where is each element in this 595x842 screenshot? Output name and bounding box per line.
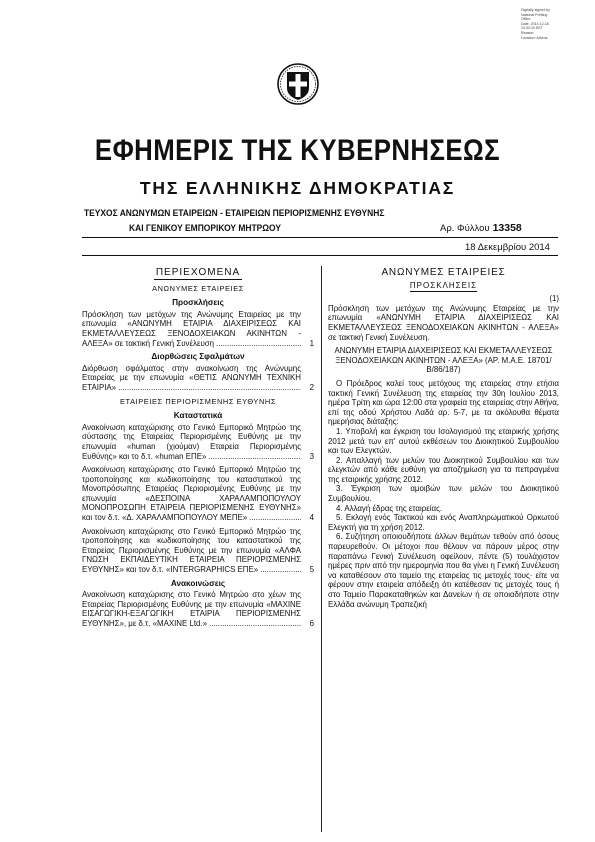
- sheet-number-value: 13358: [492, 222, 522, 234]
- sheet-number: [440, 222, 522, 234]
- gazette-title: ΕΦΗΜΕΡΙΣ ΤΗΣ ΚΥΒΕΡΝΗΣΕΩΣ: [94, 134, 501, 167]
- digital-signature-line: 13:32:10 EET: [521, 26, 543, 31]
- toc-entry[interactable]: [82, 527, 314, 575]
- toc-entry-text: Πρόσκληση των μετόχων της Ανώνυμης Εταιρείας με την επωνυμία «ΑΝΩΝΥΜΗ ΕΤΑΙΡΙΑ ΔΙΑΧΕΙΡΙΣΕΩΣ ΚΑΙ ΕΚΜΕΤΑΛΛΕΥΣΕΩΣ ΞΕΝΟΔΟΧΕΙΑΚΩΝ ΑΚΙΝΗΤΩΝ - ΑΛΕΞΑ» σε τακτική Γενική Συνέλευση .....: [82, 310, 301, 348]
- toc-group-title: Καταστατικά: [173, 411, 223, 421]
- digital-signature-line: Reason:: [521, 30, 535, 35]
- table-of-contents: [82, 268, 314, 633]
- article-number: (1): [549, 294, 559, 304]
- issue-date: 18 Δεκεμβρίου 2014: [465, 242, 550, 253]
- toc-category: ΑΝΩΝΥΜΕΣ ΕΤΑΙΡΕΙΕΣ: [152, 283, 244, 293]
- toc-entry[interactable]: [82, 364, 314, 393]
- toc-entry[interactable]: [82, 310, 314, 348]
- article-paragraph: 4. Αλλαγή έδρας της εταιρείας.: [336, 503, 443, 513]
- toc-heading: ΠΕΡΙΕΧΟΜΕΝΑ: [155, 267, 241, 278]
- section-title: ΑΝΩΝΥΜΕΣ ΕΤΑΙΡΕΙΕΣ: [381, 267, 506, 278]
- header-rule: [82, 255, 558, 256]
- column-divider: [321, 266, 322, 832]
- digital-signature-line: Location: Athens: [521, 35, 548, 40]
- toc-entry[interactable]: [82, 423, 314, 461]
- toc-group-title: Προσκλήσεις: [172, 298, 224, 308]
- article-paragraph: 1. Υποβολή και έγκριση του Ισολογισμού της εταιρικής χρήσης 2012 μετά των επ' αυτού εκθέσεων του Διοικητικού Συμβουλίου και των Ελεγκτών.: [328, 426, 559, 456]
- toc-entry-text: Ανακοίνωση καταχώρισης στο Γενικό Μητρώο στο χέων της Εταιρείας Περιορισμένης Ευθύνης με την επωνυμία «MAXINE ΕΙΣΑΓΩΓΙΚΗ-ΕΞΑΓΩΓΙΚΗ ΕΤΑΙΡΙΑ ΠΕΡΙΟΡΙΣΜΕΝΗΣ ΕΥΘΥΝΗΣ», με δ.τ. «MAXINE Ltd.» .....: [82, 590, 301, 628]
- company-name: ΑΝΩΝΥΜΗ ΕΤΑΙΡΙΑ ΔΙΑΧΕΙΡΙΣΕΩΣ ΚΑΙ ΕΚΜΕΤΑΛΛΕΥΣΕΩΣ ΞΕΝΟΔΟΧΕΙΑΚΩΝ ΑΚΙΝΗΤΩΝ - ΑΛΕΞΑ» (ΑΡ. Μ.Α.Ε. 18701/Β/86/187): [334, 346, 553, 375]
- article-paragraph: 3. Έγκριση των αμοιβών των μελών του Διοικητικού Συμβουλίου.: [328, 484, 559, 504]
- digital-signature-line: National Printing: [521, 12, 548, 17]
- header-rule: [82, 237, 558, 238]
- gazette-subtitle: ΤΗΣ ΕΛΛΗΝΙΚΗΣ ΔΗΜΟΚΡΑΤΙΑΣ: [139, 178, 456, 198]
- toc-entry-page: 1: [309, 338, 314, 348]
- article-lead: Πρόσκληση των μετόχων της Ανώνυμης Εταιρείας με την επωνυμία «ΑΝΩΝΥΜΗ ΕΤΑΙΡΙΑ ΔΙΑΧΕΙΡΙΣΕΩΣ ΚΑΙ ΕΚΜΕΤΑΛΛΕΥΣΕΩΣ ΞΕΝΟΔΟΧΕΙΑΚΩΝ ΑΚΙΝΗΤΩΝ - ΑΛΕΞΑ» σε τακτική Γενική Συνέλευση.: [328, 303, 559, 342]
- subsection-title: ΠΡΟΣΚΛΗΣΕΙΣ: [409, 280, 478, 290]
- digital-signature: [521, 8, 585, 40]
- toc-entry-page: 3: [309, 451, 314, 461]
- toc-entry-page: 2: [309, 382, 314, 392]
- article-paragraph: 2. Απαλλαγή των μελών του Διοικητικού Συμβουλίου και των ελεγκτών από κάθε ευθύνη για αποζημίωση για τα πεπραγμένα της εταιρικής χρήσης 2012.: [328, 455, 559, 484]
- toc-entry-text: Διόρθωση σφάλματος στην ανακοίνωση της Ανώνυμης Εταιρείας με την επωνυμία «ΘΕΤΙΣ ΑΝΩΝΥΜΗ ΤΕΧΝΙΚΗ ΕΤΑΙΡΙΑ» .....: [82, 364, 301, 393]
- toc-entry-page: 6: [309, 619, 314, 628]
- toc-entry-text: Ανακοίνωση καταχώρισης στο Γενικό Εμπορικό Μητρώο της τροποποίησης και κωδικοποίησης του καταστατικού της Εταιρείας Περιορισμένης Ευθύνης με την επωνυμία «ΑΛΦΑ ΓΝΩΣΗ ΕΚΠΑΙΔΕΥΤΙΚΗ ΕΤΑΙΡΕΙΑ ΠΕΡΙΟΡΙΣΜΕΝΗΣ ΕΥΘΥΝΗΣ» και τον δ.τ. «INTERGRAPHICS ΕΠΕ» .....: [82, 527, 301, 575]
- article-column: [328, 268, 559, 609]
- toc-group-title: Ανακοινώσεις: [170, 578, 226, 588]
- toc-entry-text: Ανακοίνωση καταχώρισης στο Γενικό Εμπορικό Μητρώο της τροποποίησης και κωδικοποίησης του καταστατικού της Μονοπρόσωπης Εταιρείας Περιορισμένης Ευθύνης με την επωνυμία «ΔΕΣΠΟΙΝΑ ΧΑΡΑΛΑΜΠΟΠΟΥΛΟΥ ΜΟΝΟΠΡΟΣΩΠΗ ΕΤΑΙΡΕΙΑ ΠΕΡΙΟΡΙΣΜΕΝΗΣ ΕΥΘΥΝΗΣ» και τον δ.τ. «Δ. ΧΑΡΑΛΑΜΠΟΠΟΥΛΟΥ ΜΕΠΕ» .....: [82, 465, 301, 523]
- digital-signature-line: Date: 2014.12.18: [521, 21, 549, 26]
- article-paragraph: 6. Συζήτηση οποιουδήποτε άλλων θεμάτων τεθούν από όσους παρευρεθούν. Οι μέτοχοι που θέλουν να πάρουν μέρος στην παραπάνω Γενική Συνέλευση οφείλουν, πέντε (5) τουλάχιστον ημέρες πριν από την ημερομηνία που θα γίνει η Γενική Συνέλευση να καταθέσουν στο ταμείο της εταιρείας τις μετοχές τους· είτε να φέρουν στην εταιρεία απόδειξη ότι κατέθεσαν τις μετοχές τους ή στο Ταμείο Παρακαταθηκών και Δανείων ή σε οποιαδήποτε στην Ελλάδα ανώνυμη Τραπεζική: [328, 532, 559, 609]
- article-paragraph: 5. Εκλογή ενός Τακτικού και ενός Αναπληρωματικού Ορκωτού Ελεγκτή για τη χρήση 2012.: [328, 513, 559, 532]
- issue-type-line-2: ΚΑΙ ΓΕΝΙΚΟΥ ΕΜΠΟΡΙΚΟΥ ΜΗΤΡΩΟΥ: [129, 223, 282, 234]
- toc-entry-text: Ανακοίνωση καταχώρισης στο Γενικό Εμπορικό Μητρώο της σύστασης της Εταιρείας Περιορισμένης Ευθύνης με την επωνυμία «human (χιούμαν) Εταιρεία Περιορισμένης Ευθύνης» και το δ.τ. «human ΕΠΕ» .....: [82, 423, 301, 461]
- toc-group-title: Διορθώσεις Σφαλμάτων: [151, 352, 245, 362]
- digital-signature-line: Office: [521, 17, 531, 22]
- toc-entry-page: 5: [309, 565, 314, 575]
- greek-coat-of-arms-icon: [277, 63, 319, 105]
- sheet-number-label: Αρ. Φύλλου: [440, 223, 490, 234]
- toc-entry-page: 4: [309, 513, 314, 523]
- toc-entry[interactable]: [82, 465, 314, 523]
- issue-type-line-1: ΤΕΥΧΟΣ ΑΝΩΝΥΜΩΝ ΕΤΑΙΡΕΙΩΝ - ΕΤΑΙΡΕΙΩΝ ΠΕΡΙΟΡΙΣΜΕΝΗΣ ΕΥΘΥΝΗΣ: [84, 208, 385, 219]
- toc-entry[interactable]: [82, 590, 314, 628]
- toc-category: ΕΤΑΙΡΕΙΕΣ ΠΕΡΙΟΡΙΣΜΕΝΗΣ ΕΥΘΥΝΗΣ: [120, 396, 276, 406]
- digital-signature-line: Digitally signed by: [521, 8, 550, 12]
- article-paragraph: Ο Πρόεδρος καλεί τους μετόχους της εταιρείας στην ετήσια τακτική Γενική Συνέλευση της εταιρείας την 30η Ιουλίου 2013, ημέρα Τρίτη και ώρα 12:00 στα γραφεία της εταιρείας στην Αθήνα, επί της οδού Χρήστου Λαδά αρ. 5-7, με τα ακόλουθα θέματα ημερήσιας διάταξης:: [328, 378, 559, 427]
